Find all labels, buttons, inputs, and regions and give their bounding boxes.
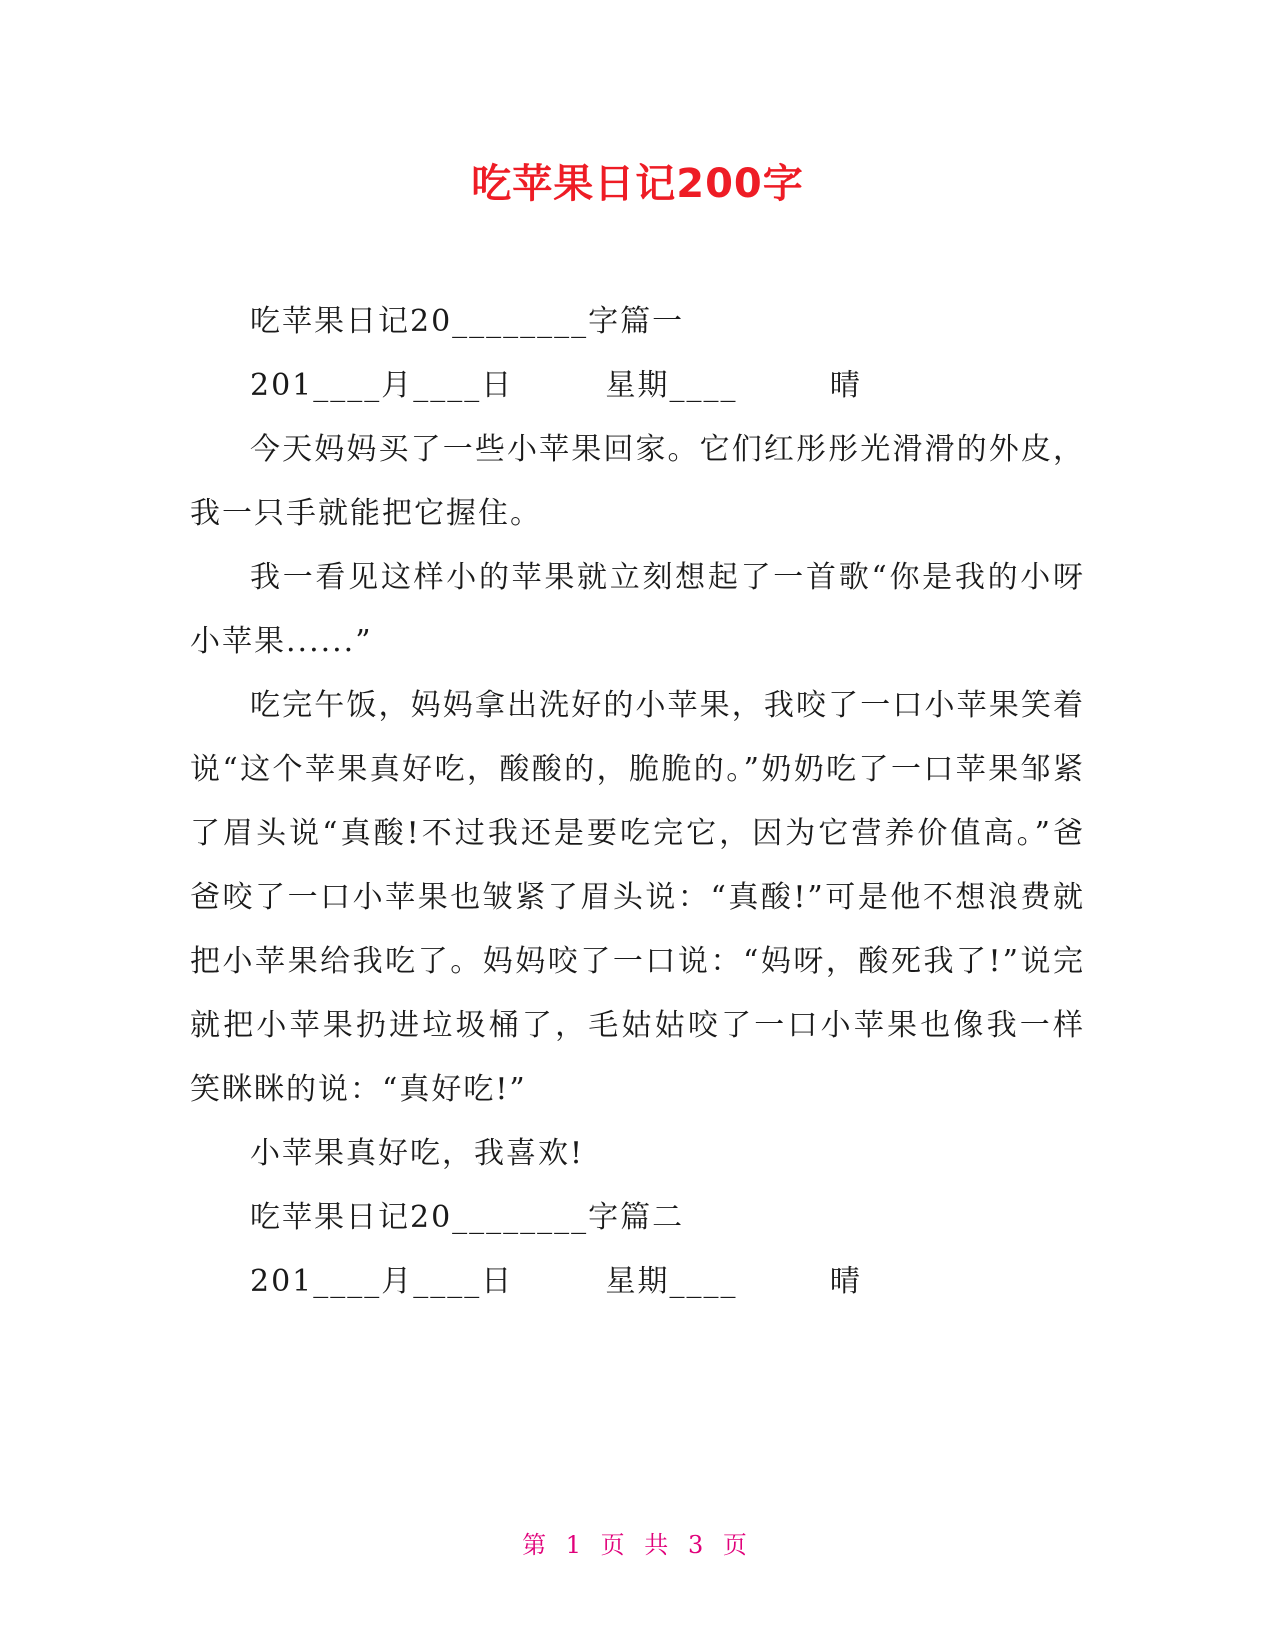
page-title: 吃苹果日记200字 <box>471 161 804 207</box>
paragraph: 今天妈妈买了一些小苹果回家。它们红彤彤光滑滑的外皮，我一只手就能把它握住。 <box>190 432 1085 531</box>
paragraph: 小苹果真好吃，我喜欢! <box>250 1136 585 1171</box>
section-heading-1: 吃苹果日记20________字篇一 <box>250 304 685 339</box>
page-footer: 第 1 页 共 3 页 <box>522 1531 753 1559</box>
date-line-2: 201____月____日 星期____ 晴 <box>250 1264 862 1299</box>
document-body <box>190 290 1085 1314</box>
date-line-1: 201____月____日 星期____ 晴 <box>250 368 862 403</box>
paragraph: 我一看见这样小的苹果就立刻想起了一首歌“你是我的小呀小苹果......” <box>190 560 1085 659</box>
paragraph: 吃完午饭，妈妈拿出洗好的小苹果，我咬了一口小苹果笑着说“这个苹果真好吃，酸酸的，脆脆的。”奶奶吃了一口苹果邹紧了眉头说“真酸!不过我还是要吃完它，因为它营养价值高。”爸爸咬了一口小苹果也皱紧了眉头说：“真酸!”可是他不想浪费就把小苹果给我吃了。妈妈咬了一口说：“妈呀，酸死我了!”说完就把小苹果扔进垃圾桶了，毛姑姑咬了一口小苹果也像我一样笑眯眯的说：“真好吃!” <box>190 688 1085 1107</box>
section-heading-2: 吃苹果日记20________字篇二 <box>250 1200 685 1235</box>
